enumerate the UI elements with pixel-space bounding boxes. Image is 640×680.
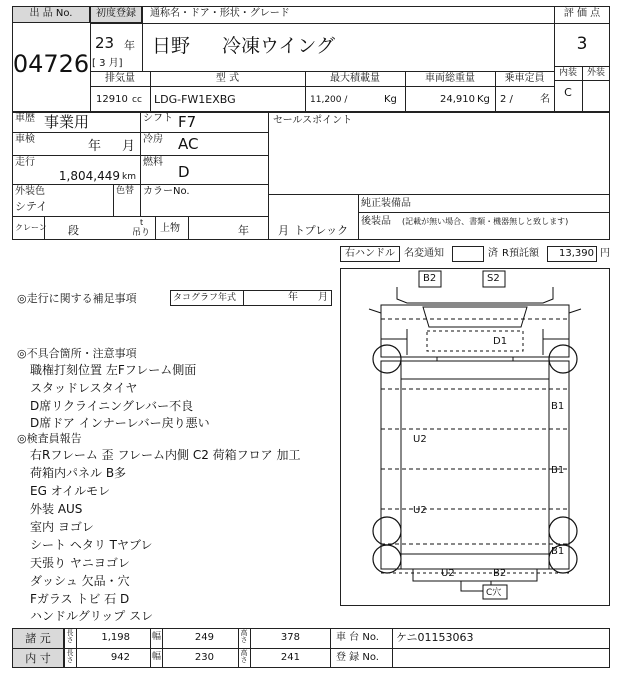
mark-u2-b: U2 — [413, 505, 427, 516]
inspection-year: 年 — [88, 139, 102, 154]
lot-label: 出 品 No. — [29, 8, 73, 19]
name-change-box — [452, 246, 484, 262]
shift-value: F7 — [178, 113, 197, 131]
inspection-month: 月 — [122, 139, 136, 154]
inner-width: 230 — [194, 652, 214, 663]
deposit-label: R預託額 — [502, 248, 539, 259]
crane-ton: t — [140, 218, 144, 227]
capacity-unit: 名 — [540, 94, 550, 105]
mark-s2-top: S2 — [487, 273, 500, 284]
color-no-label: カラーNo. — [143, 186, 190, 197]
inspector-title: ◎検査員報告 — [17, 432, 82, 445]
displacement-value: 12910 — [96, 94, 128, 105]
outer-length: 1,198 — [101, 632, 130, 643]
gross-label: 車両総重量 — [425, 73, 475, 84]
fuel-value: D — [178, 163, 190, 181]
mark-b1-b: B1 — [551, 465, 565, 476]
maker-name: 日野 — [152, 35, 191, 57]
mark-u2-a: U2 — [413, 434, 427, 445]
windshield — [423, 307, 527, 327]
inspector-line: シート ヘタリ Tヤブレ — [30, 538, 153, 552]
mark-d1: D1 — [493, 336, 508, 347]
inspector-line: 天張り ヤニヨゴレ — [30, 556, 130, 570]
grade-label: 評 価 点 — [563, 8, 601, 19]
mileage-value: 1,804,449 — [58, 169, 120, 183]
wheel-rear-left-1 — [373, 517, 401, 545]
upper-month: 月 — [278, 224, 289, 237]
defect-line: 職権打刻位置 左Fフレーム側面 — [30, 363, 197, 377]
ac-label: 冷房 — [143, 134, 163, 145]
ext-color-label: 外装色 — [15, 186, 45, 197]
mark-b1-c: B1 — [551, 546, 565, 557]
defect-line: スタッドレスタイヤ — [30, 381, 138, 395]
outer-width: 249 — [194, 632, 214, 643]
model-code-label: 型 式 — [215, 73, 240, 84]
deposit-unit: 円 — [600, 248, 610, 259]
genuine-label: 純正装備品 — [361, 198, 411, 209]
aftermarket-label: 後装品 — [361, 216, 391, 227]
length-label: 長さ — [66, 649, 74, 664]
inspector-line: 室内 ヨゴレ — [30, 520, 94, 534]
defect-line: D席リクライニングレバー不良 — [30, 399, 194, 413]
displacement-unit: cc — [132, 95, 142, 105]
tacho-month: 月 — [318, 292, 328, 303]
load-value: 11,200 / — [310, 95, 348, 105]
deposit-value: 13,390 — [559, 248, 594, 259]
mileage-label: 走行 — [15, 157, 35, 168]
interior-grade: C — [564, 86, 572, 99]
displacement-label: 排気量 — [105, 73, 135, 84]
inner-length: 942 — [110, 652, 130, 663]
inspector-line: 右Rフレーム 歪 フレーム内側 C2 荷箱フロア 加工 — [30, 448, 301, 462]
upper-value: トプレック — [294, 224, 349, 237]
height-label: 高さ — [240, 649, 248, 664]
ext-color-value: シテイ — [15, 200, 48, 213]
outer-height: 378 — [280, 632, 300, 643]
load-label: 最大積載量 — [330, 73, 380, 84]
gross-unit: Kg — [477, 94, 490, 105]
sales-point-label: セールスポイント — [273, 115, 353, 126]
first-reg-month: [ 3 月] — [92, 58, 123, 69]
reg-label: 登 録 No. — [336, 652, 379, 663]
inspector-line: Fガラス トビ 石 D — [30, 592, 130, 606]
tacho-year: 年 — [288, 292, 298, 303]
cab-outline — [397, 287, 553, 303]
height-label: 高さ — [240, 629, 248, 644]
grade-value: 3 — [576, 34, 588, 54]
year-label: 年 — [124, 39, 135, 52]
model-code-value: LDG-FW1EXBG — [154, 93, 236, 106]
truck-outline — [341, 269, 609, 605]
mileage-unit: km — [122, 172, 136, 182]
mark-c-hole: C穴 — [486, 588, 502, 598]
inner-label: 内 寸 — [25, 652, 51, 665]
cargo-box — [381, 361, 569, 569]
model-name: 冷凍ウイング — [222, 35, 336, 57]
shift-label: シフト — [143, 113, 173, 124]
crane-label: クレーン — [15, 223, 47, 232]
chassis-label: 車 台 No. — [336, 632, 379, 643]
crane-stage: 段 — [68, 224, 79, 237]
upper-year: 年 — [238, 224, 249, 237]
interior-label: 内装 — [558, 68, 577, 78]
length-label: 長さ — [66, 629, 74, 644]
driving-notes-title: ◎走行に関する補足事項 — [17, 292, 137, 305]
capacity-value: 2 / — [500, 94, 513, 105]
name-change-label: 名変通知 — [404, 248, 444, 259]
steering-value: 右ハンドル — [345, 248, 395, 259]
inspection-label: 車検 — [15, 134, 35, 145]
inspector-line: 荷箱内パネル B多 — [30, 466, 127, 480]
name-label: 通称名・ドア・形状・グレード — [150, 8, 290, 19]
color-change-label: 色替 — [116, 186, 135, 196]
wheel-rear-right-1 — [549, 517, 577, 545]
crane-lift: 吊り — [132, 228, 151, 238]
deposit-mark: 済 — [488, 248, 498, 259]
first-reg-year: 23 — [95, 34, 115, 52]
vehicle-diagram — [340, 268, 610, 606]
chassis-value: ケニ01153063 — [396, 631, 474, 644]
ac-value: AC — [178, 135, 199, 153]
lot-number: 04726 — [12, 50, 90, 78]
inspector-line: ダッシュ 欠品・穴 — [30, 574, 130, 588]
width-label: 幅 — [152, 652, 162, 662]
inner-height: 241 — [280, 652, 300, 663]
first-reg-label: 初度登録 — [96, 8, 136, 19]
inspector-line: ハンドルグリップ スレ — [30, 609, 154, 623]
aftermarket-note: (記載が無い場合、書類・機器無しと致します) — [402, 217, 569, 226]
exterior-label: 外装 — [586, 68, 605, 78]
defect-title: ◎不具合箇所・注意事項 — [17, 347, 137, 360]
defect-line: D席ドア インナーレバー戻り悪い — [30, 416, 210, 430]
capacity-label: 乗車定員 — [504, 73, 545, 84]
fuel-label: 燃料 — [143, 157, 163, 168]
wheel-front-left — [373, 345, 401, 373]
mark-u2-c: U2 — [441, 568, 455, 579]
outer-label: 諸 元 — [25, 632, 51, 645]
load-unit: Kg — [384, 94, 397, 105]
inspector-line: 外装 AUS — [30, 502, 83, 516]
history-value: 事業用 — [44, 113, 90, 131]
inspector-line: EG オイルモレ — [30, 484, 111, 498]
width-label: 幅 — [152, 632, 162, 642]
history-label: 車歴 — [15, 113, 35, 124]
mark-b2-bottom: B2 — [493, 568, 507, 579]
gross-value: 24,910 — [440, 94, 475, 105]
wheel-front-right — [549, 345, 577, 373]
mark-b2-top: B2 — [423, 273, 437, 284]
mark-b1-a: B1 — [551, 401, 565, 412]
upper-label: 上物 — [160, 223, 180, 234]
tacho-label: タコグラフ年式 — [173, 293, 237, 303]
